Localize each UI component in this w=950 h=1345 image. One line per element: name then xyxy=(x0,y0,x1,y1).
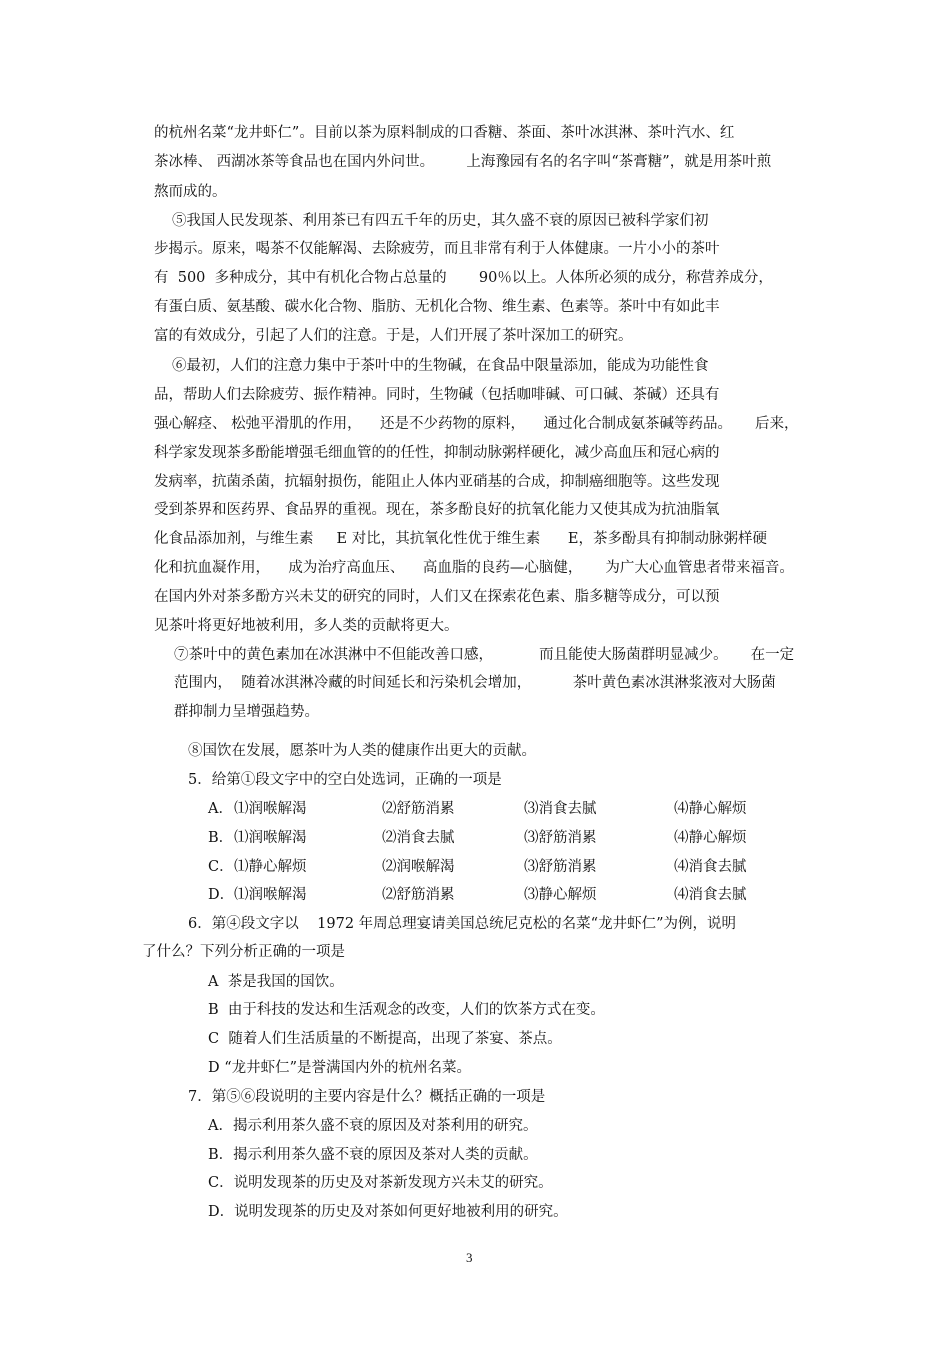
q7-option: A．揭示利用茶久盛不衰的原因及对茶利用的研究。 xyxy=(208,1118,538,1134)
q5-option-choice: ⑴润喉解渴 xyxy=(234,887,307,903)
q6-option: D “龙井虾仁”是誉满国内外的杭州名菜。 xyxy=(208,1060,472,1076)
paragraph-5-line: 步揭示。原来，喝茶不仅能解渴、去除疲劳，而且非常有利于人体健康。一片小小的茶叶 xyxy=(154,241,720,257)
paragraph-7-line: 群抑制力呈增强趋势。 xyxy=(174,704,319,720)
paragraph-6-line: 在国内外对茶多酚方兴未艾的研究的同时，人们又在探索花色素、脂多糖等成分，可以预 xyxy=(154,589,720,605)
paragraph-6-line: 品，帮助人们去除疲劳、振作精神。同时，生物碱（包括咖啡碱、可口碱、茶碱）还具有 xyxy=(154,387,720,403)
paragraph-6-line: 见茶叶将更好地被利用，多人类的贡献将更大。 xyxy=(154,618,459,634)
paragraph-6-line: 科学家发现茶多酚能增强毛细血管的的任性，抑制动脉粥样硬化，减少高血压和冠心病的 xyxy=(154,445,720,461)
paragraph-6-line: 强心解痉、 松弛平滑肌的作用， 还是不少药物的原料， 通过化合制成氨茶碱等药品。 后来， xyxy=(154,416,799,432)
paragraph-5-line: 有蛋白质、氨基酸、碳水化合物、脂肪、无机化合物、维生素、色素等。茶叶中有如此丰 xyxy=(154,299,720,315)
page-number: 3 xyxy=(466,1250,473,1265)
question-6-stem-cont: 了什么？下列分析正确的一项是 xyxy=(142,944,345,960)
q5-option-choice: ⑵消食去腻 xyxy=(382,830,455,846)
q5-option-choice: ⑴润喉解渴 xyxy=(234,830,307,846)
passage-line: 茶冰棒、 西湖冰茶等食品也在国内外问世。 上海豫园有名的名字叫“茶膏糖”，就是用茶叶煎 xyxy=(154,154,772,170)
q5-option-letter: A． xyxy=(208,801,233,817)
question-5-stem: 5．给第①段文字中的空白处选词，正确的一项是 xyxy=(188,772,502,788)
paragraph-8-line: ⑧国饮在发展，愿茶叶为人类的健康作出更大的贡献。 xyxy=(188,743,536,759)
question-7-stem: 7．第⑤⑥段说明的主要内容是什么？概括正确的一项是 xyxy=(188,1089,546,1105)
q5-option-choice: ⑶舒筋消累 xyxy=(524,859,597,875)
q6-option: C 随着人们生活质量的不断提高，出现了茶宴、茶点。 xyxy=(208,1031,562,1047)
q7-option: B．揭示利用茶久盛不衰的原因及茶对人类的贡献。 xyxy=(208,1147,538,1163)
q5-option-choice: ⑷静心解烦 xyxy=(674,801,747,817)
paragraph-7-line: 范围内， 随着冰淇淋冷藏的时间延长和污染机会增加， 茶叶黄色素冰淇淋浆液对大肠菌 xyxy=(174,675,776,691)
paragraph-7-line: ⑦茶叶中的黄色素加在冰淇淋中不但能改善口感， 而且能使大肠菌群明显减少。 在一定 xyxy=(174,647,795,663)
paragraph-6-line: 化和抗血凝作用， 成为治疗高血压、 高血脂的良药—心脑健， 为广大心血管患者带来福音。 xyxy=(154,560,794,576)
paragraph-6-line: 受到茶界和医药界、食品界的重视。现在，茶多酚良好的抗氧化能力又使其成为抗油脂氧 xyxy=(154,502,720,518)
q5-option-letter: B． xyxy=(208,830,234,846)
paragraph-6-line: 化食品添加剂，与维生素 E 对比，其抗氧化性优于维生素 E，茶多酚具有抑制动脉粥样硬 xyxy=(154,531,767,547)
q5-option-choice: ⑵润喉解渴 xyxy=(382,859,455,875)
q5-option-choice: ⑷消食去腻 xyxy=(674,859,747,875)
q5-option-letter: D． xyxy=(208,887,235,903)
q5-option-choice: ⑷消食去腻 xyxy=(674,887,747,903)
q5-option-choice: ⑶消食去腻 xyxy=(524,801,597,817)
question-6-stem: 6．第④段文字以 1972 年周总理宴请美国总统尼克松的名菜“龙井虾仁”为例，说明 xyxy=(188,916,736,932)
q5-option-letter: C． xyxy=(208,859,234,875)
paragraph-6-line: 发病率，抗菌杀菌，抗辐射损伤，能阻止人体内亚硝基的合成，抑制癌细胞等。这些发现 xyxy=(154,474,720,490)
q6-option: A 茶是我国的国饮。 xyxy=(208,974,344,990)
q5-option-choice: ⑷静心解烦 xyxy=(674,830,747,846)
q5-option-choice: ⑴润喉解渴 xyxy=(234,801,307,817)
passage-line: 熬而成的。 xyxy=(154,184,227,200)
paragraph-5-line: 富的有效成分，引起了人们的注意。于是，人们开展了茶叶深加工的研究。 xyxy=(154,328,633,344)
q6-option: B 由于科技的发达和生活观念的改变，人们的饮茶方式在变。 xyxy=(208,1002,605,1018)
q5-option-choice: ⑴静心解烦 xyxy=(234,859,307,875)
paragraph-6-line: ⑥最初，人们的注意力集中于茶叶中的生物碱，在食品中限量添加，能成为功能性食 xyxy=(172,358,709,374)
q7-option: D．说明发现茶的历史及对茶如何更好地被利用的研究。 xyxy=(208,1204,568,1220)
paragraph-5-line: 有 500 多种成分，其中有机化合物占总量的 90％以上。人体所必须的成分，称营养成分， xyxy=(154,270,773,286)
passage-line: 的杭州名菜“龙井虾仁”。目前以茶为原料制成的口香糖、茶面、茶叶冰淇淋、茶叶汽水、红 xyxy=(154,125,735,141)
q5-option-choice: ⑵舒筋消累 xyxy=(382,887,455,903)
paragraph-5-line: ⑤我国人民发现茶、利用茶已有四五千年的历史，其久盛不衰的原因已被科学家们初 xyxy=(172,213,709,229)
q7-option: C．说明发现茶的历史及对茶新发现方兴未艾的研究。 xyxy=(208,1175,553,1191)
q5-option-choice: ⑵舒筋消累 xyxy=(382,801,455,817)
q5-option-choice: ⑶静心解烦 xyxy=(524,887,597,903)
q5-option-choice: ⑶舒筋消累 xyxy=(524,830,597,846)
